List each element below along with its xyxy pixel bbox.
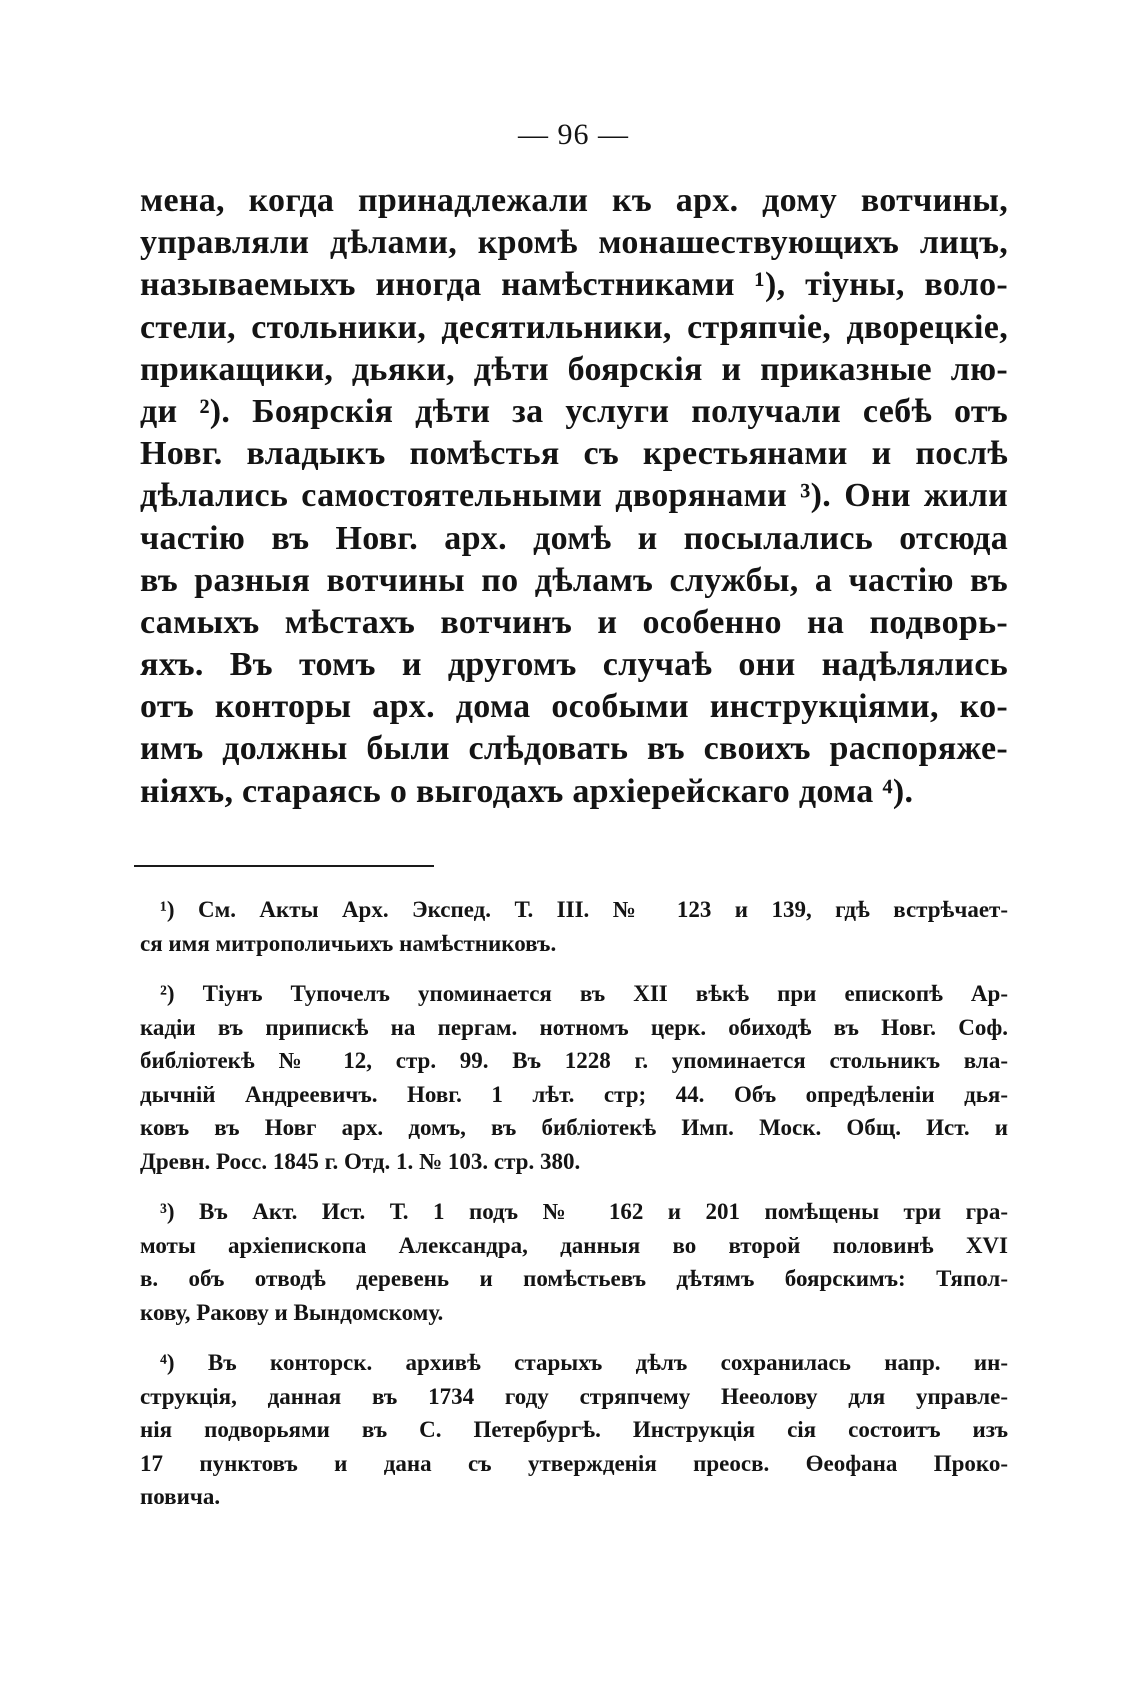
text-line: стели, стольники, десятильники, стряпчіе, дворецкіе,	[140, 308, 1008, 346]
footnote-1	[140, 893, 1008, 960]
footnote-line: ¹) См. Акты Арх. Экспед. Т. III. № 123 и 139, гдѣ встрѣчает-	[160, 897, 1008, 922]
text-line: ди ²). Боярскія дѣти за услуги получали себѣ отъ	[140, 392, 1008, 430]
footnote-line: 17 пунктовъ и дана съ утвержденія преосв. Өеофана Проко-	[140, 1450, 1008, 1476]
footnote-4	[140, 1346, 1008, 1514]
text-line: яхъ. Въ томъ и другомъ случаѣ они надѣлялись	[140, 646, 1008, 684]
footnote-3	[140, 1195, 1008, 1329]
footnote-line: дычній Андреевичъ. Новг. 1 лѣт. стр; 44. Объ опредѣленіи дья-	[140, 1081, 1008, 1107]
footnote-line: кову, Ракову и Вындомскому.	[140, 1299, 444, 1325]
footnote-line: в. объ отводѣ деревень и помѣстьевъ дѣтямъ боярскимъ: Тяпол-	[140, 1266, 1008, 1291]
footnote-line: библіотекѣ № 12, стр. 99. Въ 1228 г. упоминается стольникъ вла-	[140, 1048, 1008, 1073]
footnote-separator	[134, 865, 434, 867]
main-text	[140, 180, 1008, 813]
text-line: дѣлались самостоятельными дворянами ³). Они жили	[140, 477, 1008, 515]
text-line: отъ конторы арх. дома особыми инструкціями, ко-	[140, 688, 1008, 726]
footnote-line: ²) Тіунъ Тупочелъ упоминается въ XII вѣкѣ при епископѣ Ар-	[160, 981, 1008, 1006]
footnotes	[140, 893, 1008, 1531]
text-line: ніяхъ, стараясь о выгодахъ архіерейскаго дома ⁴).	[140, 772, 914, 810]
text-line: частію въ Новг. арх. домѣ и посылались отсюда	[140, 519, 1008, 557]
footnote-line: струкція, данная въ 1734 году стряпчему Нееолову для управле-	[140, 1383, 1008, 1409]
footnote-2	[140, 977, 1008, 1178]
text-line: самыхъ мѣстахъ вотчинъ и особенно на подворь-	[140, 603, 1008, 641]
text-line: въ разныя вотчины по дѣламъ службы, а частію въ	[140, 561, 1008, 599]
text-line: называемыхъ иногда намѣстниками ¹), тіуны, воло-	[140, 266, 1008, 304]
footnote-line: кадіи въ припискѣ на пергам. нотномъ церк. обиходѣ въ Новг. Соф.	[140, 1014, 1008, 1040]
footnote-line: ковъ въ Новг арх. домъ, въ библіотекѣ Имп. Моск. Общ. Ист. и	[140, 1115, 1008, 1140]
footnote-line: ся имя митрополичьихъ намѣстниковъ.	[140, 930, 557, 956]
footnote-line: нія подворьями въ С. Петербургѣ. Инструкція сія состоитъ изъ	[140, 1417, 1008, 1442]
text-line: имъ должны были слѣдовать въ своихъ распоряже-	[140, 730, 1008, 768]
text-line: Новг. владыкъ помѣстья съ крестьянами и послѣ	[140, 435, 1008, 473]
footnote-line: ⁴) Въ конторск. архивѣ старыхъ дѣлъ сохранилась напр. ин-	[160, 1350, 1008, 1375]
footnote-line: Древн. Росс. 1845 г. Отд. 1. № 103. стр. 380.	[140, 1148, 581, 1174]
footnote-line: моты архіепископа Александра, данныя во второй половинѣ XVI	[140, 1232, 1008, 1258]
text-line: прикащики, дьяки, дѣти боярскія и приказные лю-	[140, 350, 1008, 388]
text-line: мена, когда принадлежали къ арх. дому вотчины,	[140, 182, 1008, 219]
text-line: управляли дѣлами, кромѣ монашествующихъ лицъ,	[140, 224, 1008, 262]
footnote-line: повича.	[140, 1484, 221, 1509]
page-number: — 96 —	[518, 118, 629, 151]
footnote-line: ³) Въ Акт. Ист. Т. 1 подъ № 162 и 201 помѣщены три гра-	[160, 1199, 1008, 1224]
